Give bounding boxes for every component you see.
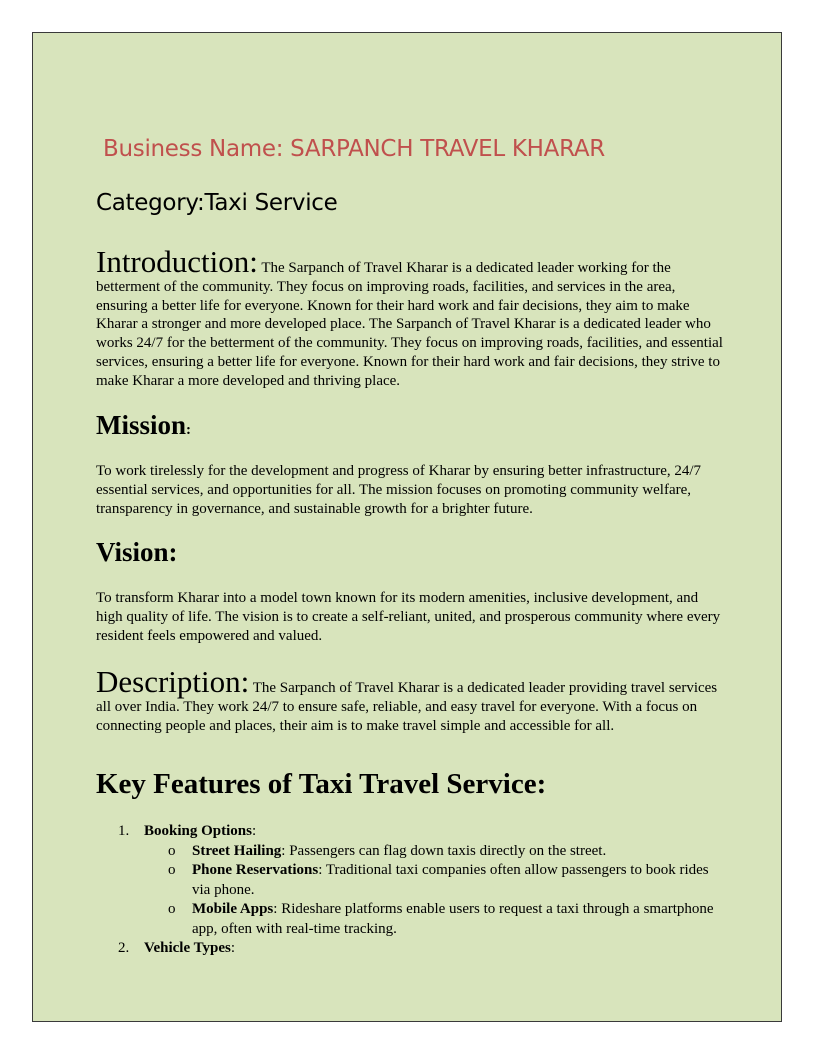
mission-text: To work tirelessly for the development and progress of Kharar by ensuring better infrastructure, 24/7 essential services, and opportunities for all. The mission focuses on promoting community welfare, transparency in governance, and sustainable growth for a brighter future.: [96, 463, 702, 517]
list-item: o Mobile Apps: Rideshare platforms enable users to request a taxi through a smartphone app, often with real-time tracking.: [168, 901, 714, 937]
business-name: Business Name: SARPANCH TRAVEL KHARAR: [103, 136, 605, 162]
key-features-list: [96, 822, 726, 959]
vision-text: To transform Kharar into a model town known for its modern amenities, inclusive development, and high quality of life. The vision is to create a self-reliant, united, and prosperous community where every resident feels empowered and valued.: [96, 590, 721, 644]
mission-heading: Mission:: [96, 410, 192, 440]
introduction-section: [96, 244, 726, 391]
vision-heading: Vision:: [96, 537, 178, 567]
introduction-text: The Sarpanch of Travel Kharar is a dedicated leader working for the betterment of the community. They focus on improving roads, facilities, and services in the area, ensuring a better life for everyone. Known for their hard work and fair decisions, they aim to make Kharar a stronger and more developed place. The Sarpanch of Travel Kharar is a dedicated leader who works 24/7 for the betterment of the community. They focus on improving roads, facilities, and essential services, ensuring a better life for everyone. Known for their hard work and fair decisions, they strive to make Kharar a more developed and thriving place.: [96, 260, 723, 389]
key-features-heading: Key Features of Taxi Travel Service:: [96, 768, 547, 800]
description-heading: Description:: [96, 664, 250, 699]
list-item: o Phone Reservations: Traditional taxi companies often allow passengers to book rides via phone.: [168, 862, 709, 898]
introduction-heading: Introduction:: [96, 244, 258, 279]
list-item: 1. Booking Options:: [118, 823, 257, 839]
vision-section: [96, 589, 726, 645]
list-item: 2. Vehicle Types:: [118, 940, 235, 956]
category: Category:Taxi Service: [96, 190, 338, 216]
description-text: The Sarpanch of Travel Kharar is a dedicated leader providing travel services all over India. They work 24/7 to ensure safe, reliable, and easy travel for everyone. With a focus on connecting people and places, their aim is to make travel simple and accessible for all.: [96, 680, 718, 734]
list-item: o Street Hailing: Passengers can flag down taxis directly on the street.: [168, 842, 607, 859]
mission-section: [96, 462, 726, 518]
description-section: [96, 664, 726, 735]
